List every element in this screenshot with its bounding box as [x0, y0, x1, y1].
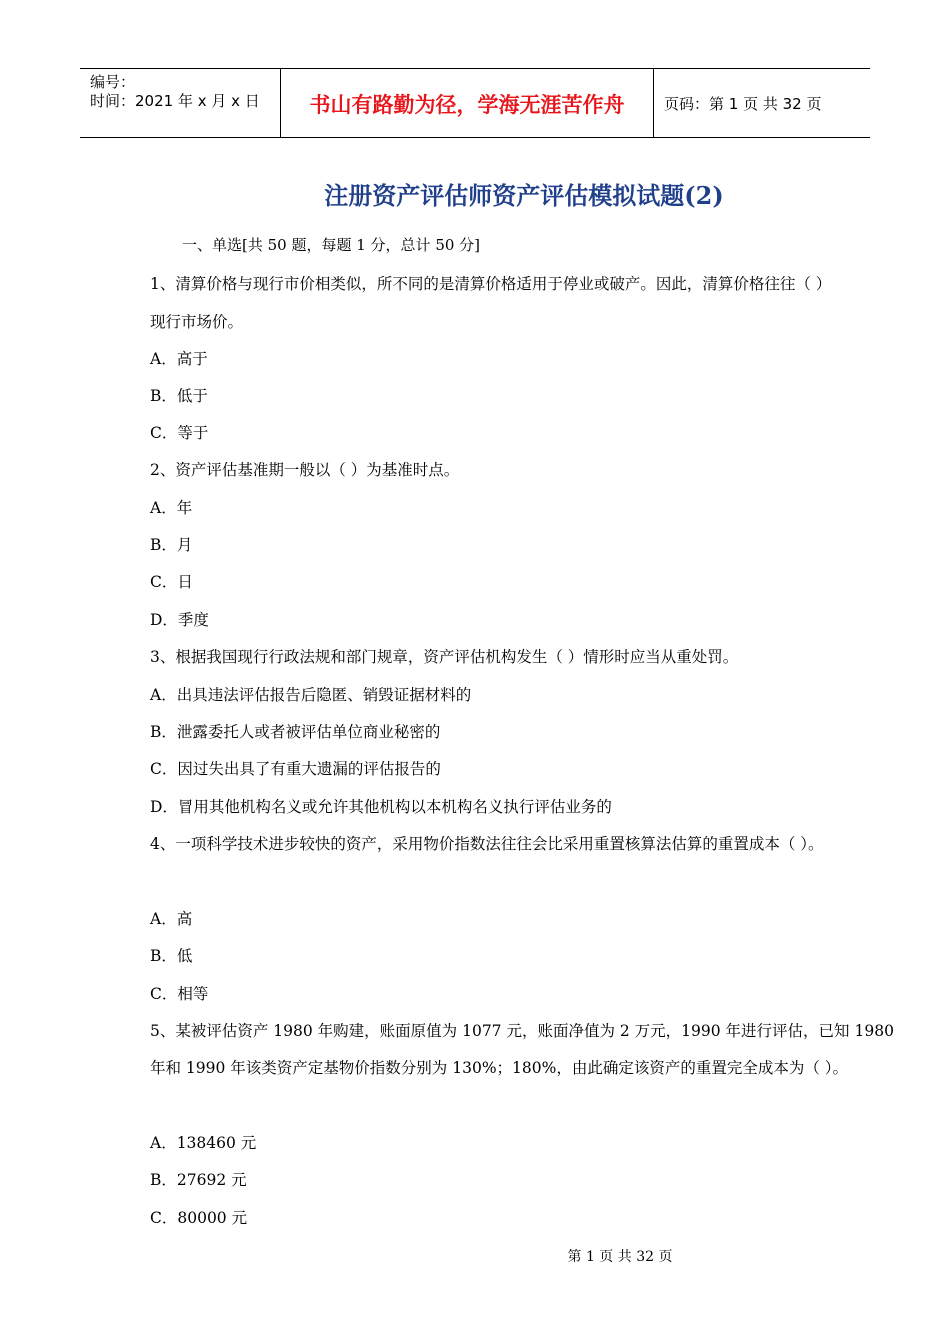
text-line: C．80000 元 [150, 1209, 248, 1227]
text-line: 1、清算价格与现行市价相类似，所不同的是清算价格适用于停业或破产。因此，清算价格往往（ ） [150, 275, 832, 293]
text-line: C．等于 [150, 424, 209, 442]
text-line: 2、资产评估基准期一般以（ ）为基准时点。 [150, 461, 460, 479]
text-line: 年和 1990 年该类资产定基物价指数分别为 130%；180%，由此确定该资产的重置完全成本为（ ）。 [150, 1059, 849, 1077]
number-label: 编号： [90, 73, 136, 91]
text-line: B．月 [150, 536, 193, 554]
text-line: A．年 [150, 499, 193, 517]
text-line: C．相等 [150, 985, 209, 1003]
page-footer: 第 1 页 共 32 页 [567, 1249, 673, 1265]
text-line: B．泄露委托人或者被评估单位商业秘密的 [150, 723, 441, 741]
text-line: 4、一项科学技术进步较快的资产，采用物价指数法往往会比采用重置核算法估算的重置成本（ ）。 [150, 835, 824, 853]
header-motto: 书山有路勤为径，学海无涯苦作舟 [281, 69, 654, 137]
text-line: D．冒用其他机构名义或允许其他机构以本机构名义执行评估业务的 [150, 798, 612, 816]
header-meta [80, 69, 281, 137]
text-line: 现行市场价。 [150, 313, 244, 331]
text-line: C．日 [150, 573, 193, 591]
text-line: B．低于 [150, 387, 208, 405]
text-line: 5、某被评估资产 1980 年购建，账面原值为 1077 元，账面净值为 2 万元，1990 年进行评估，已知 1980 [150, 1022, 894, 1040]
page-header [80, 68, 870, 138]
document-title: 注册资产评估师资产评估模拟试题(2) [324, 181, 724, 210]
text-line: B．低 [150, 947, 193, 965]
text-line: B．27692 元 [150, 1171, 247, 1189]
text-line: A．138460 元 [150, 1134, 257, 1152]
text-line: A．高 [150, 910, 193, 928]
text-line: 3、根据我国现行行政法规和部门规章，资产评估机构发生（ ）情形时应当从重处罚。 [150, 648, 739, 666]
text-line: C．因过失出具了有重大遗漏的评估报告的 [150, 760, 441, 778]
text-line: A．高于 [150, 350, 208, 368]
time-label: 时间：2021 年 x 月 x 日 [90, 92, 260, 110]
text-line: D．季度 [150, 611, 209, 629]
header-page-info: 页码：第 1 页 共 32 页 [664, 94, 822, 113]
section-heading: 一、单选[共 50 题，每题 1 分，总计 50 分] [182, 236, 481, 254]
text-line: A．出具违法评估报告后隐匿、销毁证据材料的 [150, 686, 472, 704]
